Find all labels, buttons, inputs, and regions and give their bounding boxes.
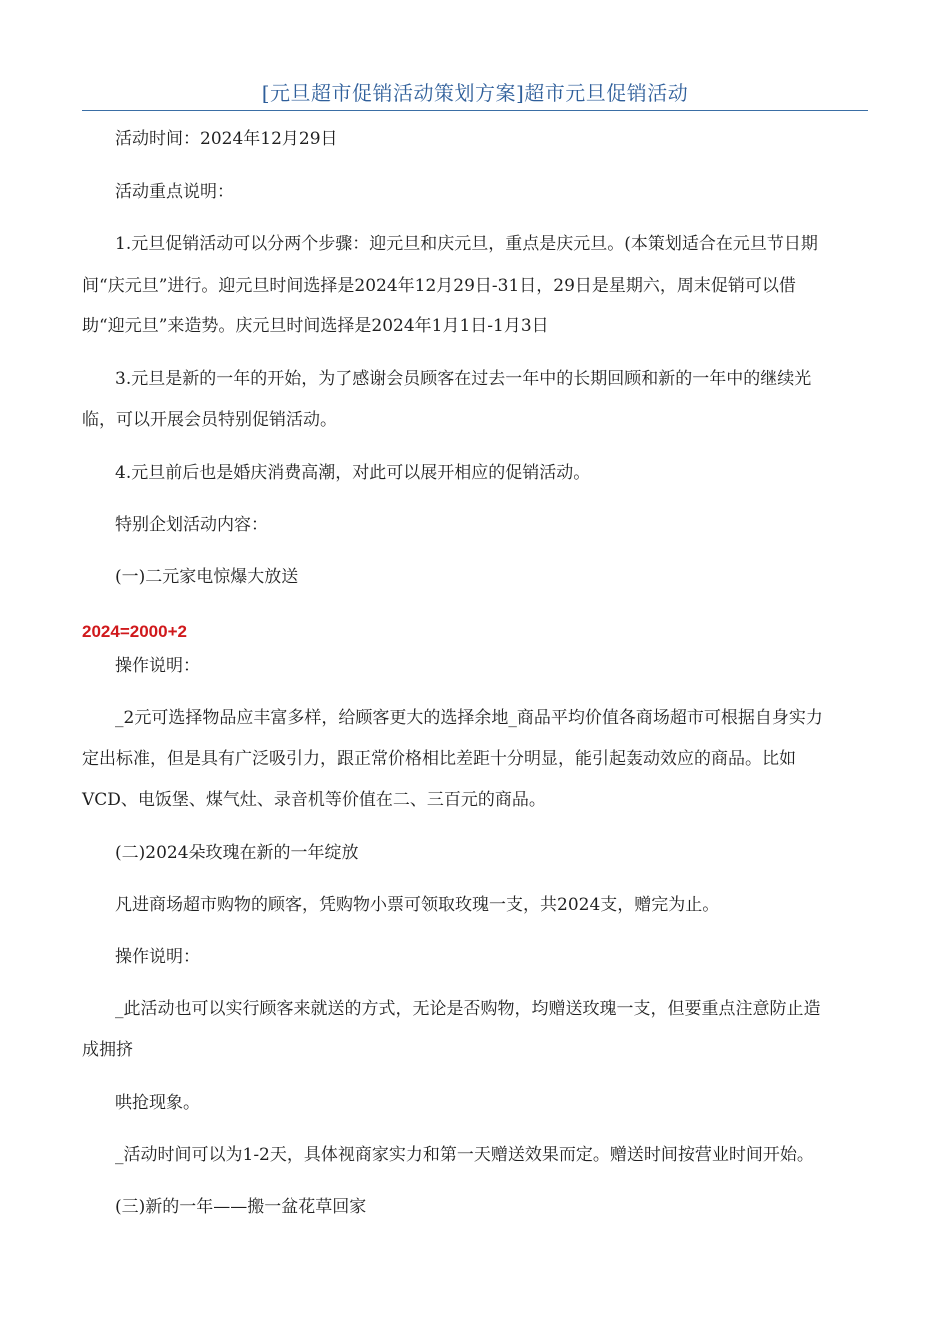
- op-note-1: 操作说明：: [115, 656, 200, 676]
- s2-detail-line4: _活动时间可以为1-2天，具体视商家实力和第一天赠送效果而定。赠送时间按营业时间开始。: [115, 1145, 814, 1165]
- op-note-2: 操作说明：: [115, 947, 200, 967]
- point1-line2: 间“庆元旦”进行。迎元旦时间选择是2024年12月29日-31日，29日是星期六，周末促销可以借: [82, 276, 796, 296]
- special-heading: 特别企划活动内容：: [115, 515, 268, 535]
- point3-line2: 临，可以开展会员特别促销活动。: [82, 410, 337, 430]
- page-header: [82, 80, 868, 111]
- point1-line1: 1.元旦促销活动可以分两个步骤：迎元旦和庆元旦，重点是庆元旦。(本策划适合在元旦节日期: [115, 234, 818, 254]
- point3-line1: 3.元旦是新的一年的开始，为了感谢会员顾客在过去一年中的长期回顾和新的一年中的继续光: [115, 369, 812, 389]
- section2-title: (二)2024朵玫瑰在新的一年绽放: [115, 843, 359, 863]
- s2-detail-line1: _此活动也可以实行顾客来就送的方式，无论是否购物，均赠送玫瑰一支，但要重点注意防止造: [115, 999, 821, 1019]
- activity-time: 活动时间：2024年12月29日: [115, 129, 338, 149]
- point4: 4.元旦前后也是婚庆消费高潮，对此可以展开相应的促销活动。: [115, 463, 591, 483]
- key-points-heading: 活动重点说明：: [115, 182, 234, 202]
- s2-detail-line2: 成拥挤: [82, 1040, 133, 1060]
- s1-detail-line3: VCD、电饭堡、煤气灶、录音机等价值在二、三百元的商品。: [82, 790, 546, 810]
- s2-description: 凡进商场超市购物的顾客，凭购物小票可领取玫瑰一支，共2024支，赠完为止。: [115, 895, 720, 915]
- document-title: [元旦超市促销活动策划方案]超市元旦促销活动: [261, 81, 689, 105]
- point1-line3: 助“迎元旦”来造势。庆元旦时间选择是2024年1月1日-1月3日: [82, 316, 549, 336]
- s1-detail-line2: 定出标准，但是具有广泛吸引力，跟正常价格相比差距十分明显，能引起轰动效应的商品。比如: [82, 749, 796, 769]
- section1-title: (一)二元家电惊爆大放送: [115, 567, 299, 587]
- section3-title: (三)新的一年——搬一盆花草回家: [115, 1197, 367, 1217]
- s2-detail-line3: 哄抢现象。: [115, 1093, 200, 1113]
- formula-highlight: 2024=2000+2: [82, 622, 187, 641]
- s1-detail-line1: _2元可选择物品应丰富多样，给顾客更大的选择余地_商品平均价值各商场超市可根据自身实力: [115, 708, 823, 728]
